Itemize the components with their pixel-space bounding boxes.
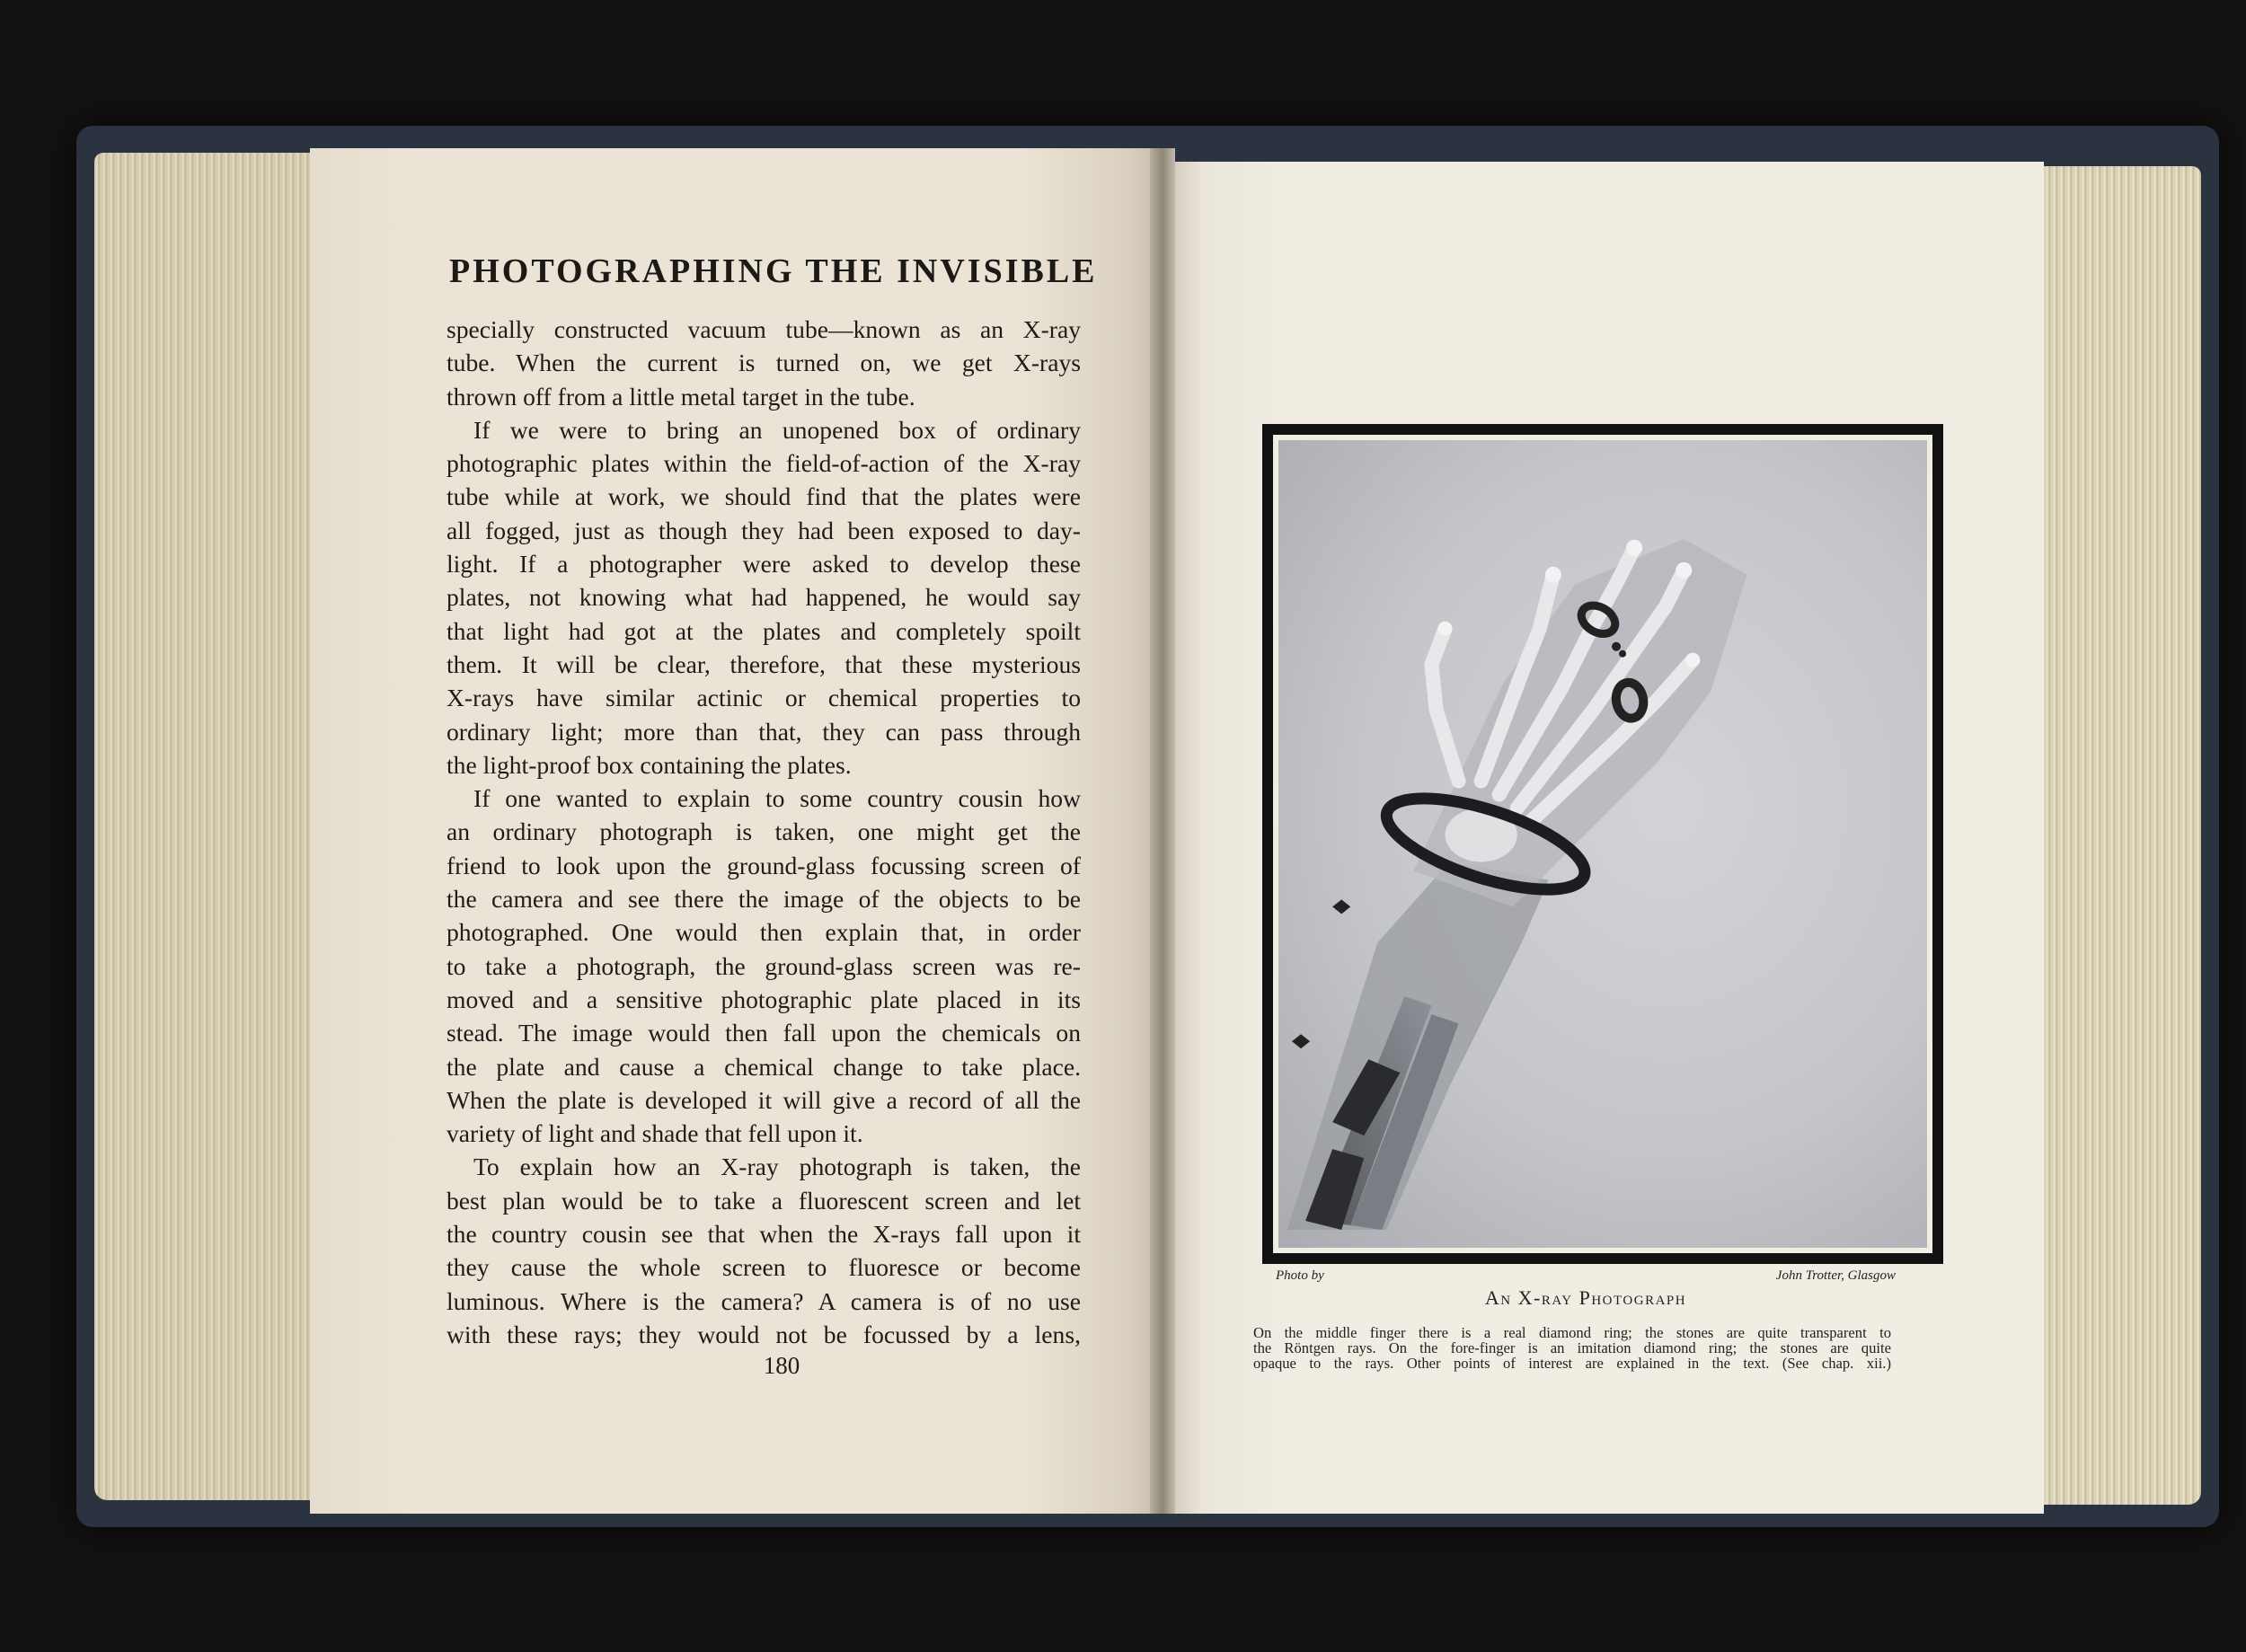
text-line: the light-proof box containing the plates. — [447, 750, 852, 779]
text-line: stead. The image would then fall upon the chemicals on — [447, 1019, 1081, 1047]
plate-caption-text — [1253, 1325, 1891, 1371]
text-line: specially constructed vacuum tube—known as an X-ray — [447, 315, 1081, 343]
photo-credit-label: Photo by — [1276, 1268, 1324, 1283]
text-line: tube. When the current is turned on, we get X-rays — [447, 349, 1081, 377]
text-line: moved and a sensitive photographic plate placed in its — [447, 985, 1081, 1013]
text-line: photographic plates within the field-of-action of the X-ray — [447, 449, 1081, 478]
page-edges-left — [94, 153, 328, 1500]
text-line: an ordinary photograph is taken, one might get the — [447, 817, 1081, 846]
text-line: them. It will be clear, therefore, that these mysterious — [447, 649, 1081, 678]
page-number: 180 — [763, 1352, 800, 1379]
text-line: ordinary light; more than that, they can pass through — [447, 717, 1081, 746]
text-line: with these rays; they would not be focussed by a lens, — [447, 1320, 1081, 1348]
text-line: friend to look upon the ground-glass focussing screen of — [447, 851, 1081, 879]
xray-hand-image — [1278, 440, 1927, 1248]
text-line: the country cousin see that when the X-rays fall upon it — [447, 1220, 1081, 1249]
plate-caption-title: An X-ray Photograph — [1484, 1286, 1687, 1309]
text-line: If one wanted to explain to some country cousin how — [473, 784, 1081, 813]
text-line: luminous. Where is the camera? A camera is of no use — [447, 1286, 1081, 1315]
caption-line: On the middle finger there is a real diamond ring; the stones are quite transparent to — [1253, 1324, 1891, 1341]
page-edges-right — [2030, 166, 2201, 1505]
plate-mat — [1273, 435, 1932, 1253]
text-line: they cause the whole screen to fluoresce or become — [447, 1253, 1081, 1282]
xray-plate-frame — [1262, 424, 1943, 1264]
book-gutter — [1150, 148, 1175, 1514]
text-line: thrown off from a little metal target in the tube. — [447, 382, 915, 411]
text-line: to take a photograph, the ground-glass screen was re- — [447, 951, 1081, 980]
text-line: light. If a photographer were asked to develop these — [447, 550, 1081, 579]
caption-line: the Röntgen rays. On the fore-finger is an imitation diamond ring; the stones are quite — [1253, 1339, 1891, 1356]
xray-hand-photograph — [1278, 440, 1927, 1248]
body-text — [447, 313, 1081, 1351]
running-head: PHOTOGRAPHING THE INVISIBLE — [449, 252, 1098, 290]
text-line: all fogged, just as though they had been exposed to day- — [447, 516, 1081, 544]
text-line: the plate and cause a chemical change to take place. — [447, 1052, 1081, 1081]
text-line: tube while at work, we should find that the plates were — [447, 482, 1081, 511]
text-line: that light had got at the plates and completely spoilt — [447, 616, 1081, 645]
caption-line: opaque to the rays. Other points of interest are explained in the text. (See chap. xii.) — [1253, 1355, 1891, 1372]
photo-credit-name: John Trotter, Glasgow — [1775, 1268, 1896, 1283]
text-line: To explain how an X-ray photograph is taken, the — [473, 1153, 1081, 1181]
text-line: If we were to bring an unopened box of ordinary — [473, 415, 1081, 444]
text-line: photographed. One would then explain that, in order — [447, 918, 1081, 947]
text-line: When the plate is developed it will give a record of all the — [447, 1085, 1081, 1114]
text-line: X-rays have similar actinic or chemical properties to — [447, 684, 1081, 712]
text-line: best plan would be to take a fluorescent screen and let — [447, 1186, 1081, 1215]
text-line: plates, not knowing what had happened, he would say — [447, 583, 1081, 612]
text-line: variety of light and shade that fell upon it. — [447, 1119, 863, 1148]
text-line: the camera and see there the image of the objects to be — [447, 885, 1081, 914]
